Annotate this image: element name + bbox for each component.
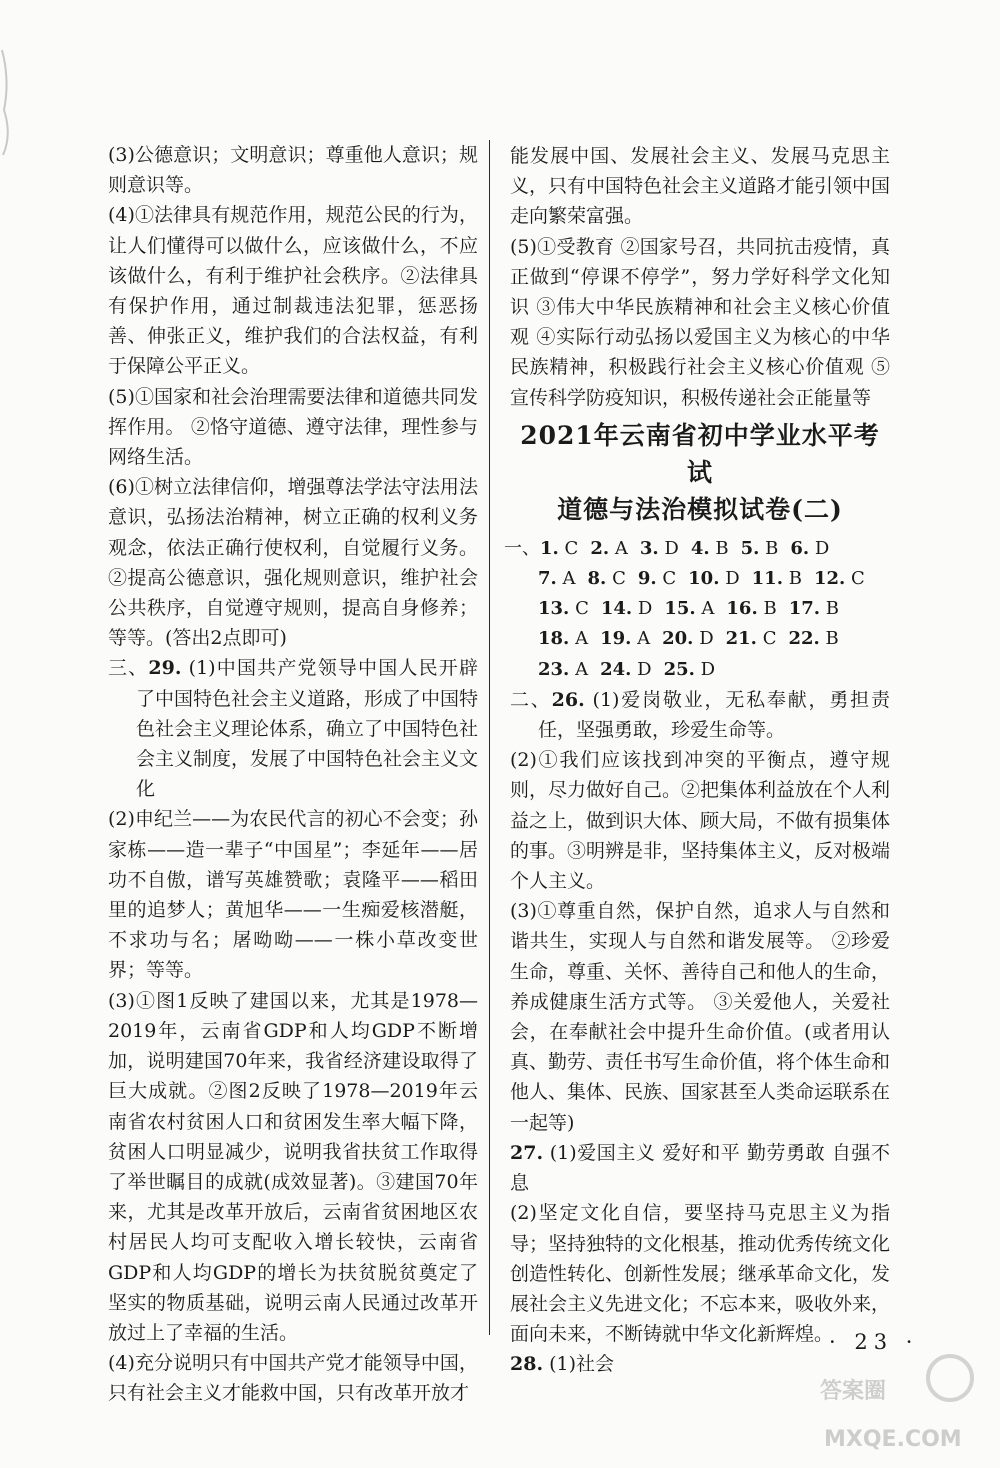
mc-question-number: 4. bbox=[690, 537, 710, 559]
mc-question-number: 23. bbox=[538, 658, 570, 680]
section-prefix: 一、 bbox=[504, 537, 540, 559]
watermark-logo bbox=[810, 1348, 980, 1458]
mc-answer-letter: B bbox=[763, 598, 777, 620]
question-number: 27. bbox=[510, 1141, 544, 1164]
mc-answer-item bbox=[600, 624, 650, 654]
mc-answer-letter: B bbox=[715, 537, 729, 559]
mc-answer-item bbox=[726, 624, 777, 654]
answer-text: (1)社会 bbox=[549, 1353, 615, 1376]
mc-answer-item bbox=[600, 655, 652, 685]
mc-answer-row bbox=[510, 655, 890, 685]
mc-answer-letter: B bbox=[825, 598, 839, 620]
mc-answer-letter: D bbox=[814, 537, 830, 559]
mc-answer-letter: A bbox=[575, 628, 589, 650]
answer-paragraph: (3)①图1反映了建国以来，尤其是1978—2019年，云南省GDP和人均GDP不断增加，说明建国70年来，我省经济建设取得了巨大成就。②图2反映了1978—2019年云南省农村贫困人口和贫困发生率大幅下降，贫困人口明显减少，说明我省扶贫工作取得了举世瞩目的成就(成效显著)。③建国70年来，尤其是改革开放后，云南省贫困地区农村居民人均可支配收入增长较快，云南省GDP和人均GDP的增长为扶贫脱贫奠定了坚实的物质基础，说明云南人民通过改革开放过上了幸福的生活。 bbox=[108, 989, 478, 1344]
mc-question-number: 2. bbox=[590, 537, 610, 559]
mc-question-number: 18. bbox=[538, 628, 570, 650]
mc-answer-item bbox=[788, 624, 838, 654]
mc-answer-item bbox=[590, 534, 628, 564]
answer-paragraph: (2)①我们应该找到冲突的平衡点，遵守规则，尽力做好自己。②把集体利益放在个人利益之上，做到识大体、顾大局，不做有损集体的事。③明辨是非，坚持集体主义，反对极端个人主义。 bbox=[510, 749, 891, 893]
mc-question-number: 17. bbox=[788, 598, 821, 620]
mc-answer-letter: B bbox=[765, 537, 779, 559]
mc-question-number: 5. bbox=[740, 537, 760, 559]
answer-paragraph: (4)充分说明只有中国共产党才能领导中国，只有社会主义才能救中国，只有改革开放才 bbox=[108, 1352, 478, 1405]
multiple-choice-answers bbox=[504, 534, 890, 685]
answer-paragraph: (4)①法律具有规范作用，规范公民的行为，让人们懂得可以做什么，应该做什么，不应该做什么，有利于维护社会秩序。②法律具有保护作用，通过制裁违法犯罪，惩恶扬善、伸张正义，维护我们的合法权益，有利于保障公平正义。 bbox=[108, 204, 478, 378]
mc-answer-item bbox=[662, 624, 714, 654]
mc-question-number: 21. bbox=[725, 628, 757, 650]
mc-answer-item bbox=[538, 624, 588, 654]
mc-answer-item bbox=[640, 534, 679, 564]
mc-answer-letter: D bbox=[725, 568, 740, 590]
question-number: 28. bbox=[510, 1353, 544, 1376]
mc-question-number: 24. bbox=[600, 658, 632, 680]
mc-answer-row bbox=[510, 594, 890, 624]
mc-answer-item bbox=[538, 655, 588, 685]
question-number: 29. bbox=[148, 657, 182, 680]
mc-answer-letter: A bbox=[701, 598, 715, 620]
watermark-bottom-text: MXQE.COM bbox=[824, 1427, 962, 1452]
watermark-top-text: 答案圈 bbox=[820, 1379, 887, 1404]
mc-answer-item bbox=[814, 564, 865, 594]
mc-answer-row bbox=[504, 534, 890, 564]
question-27 bbox=[510, 1138, 890, 1198]
mc-answer-letter: D bbox=[699, 628, 714, 650]
exam-title-line-1: 2021年云南省初中学业水平考试 bbox=[520, 420, 880, 487]
left-column bbox=[108, 140, 478, 1409]
mc-question-number: 10. bbox=[688, 568, 720, 590]
answer-text: (1)爱国主义 爱好和平 勤劳勇敢 自强不息 bbox=[510, 1141, 890, 1195]
answer-paragraph: (2)申纪兰——为农民代言的初心不会变；孙家栋——造一辈子“中国星”；李延年——居功不自傲，谱写英雄赞歌；袁隆平——稻田里的追梦人；黄旭华——一生痴爱核潜艇，不求功与名；屠呦呦——一株小草改变世界；等等。 bbox=[108, 808, 478, 982]
column-divider bbox=[489, 140, 490, 1335]
mc-question-number: 16. bbox=[726, 598, 758, 620]
answer-paragraph: (3)公德意识；文明意识；尊重他人意识；规则意识等。 bbox=[108, 144, 478, 197]
mc-answer-letter: A bbox=[614, 537, 628, 559]
mc-question-number: 11. bbox=[751, 568, 783, 590]
mc-answer-item bbox=[691, 534, 729, 564]
mc-answer-letter: D bbox=[700, 658, 716, 680]
mc-answer-item bbox=[688, 564, 740, 594]
mc-answer-letter: A bbox=[562, 568, 576, 590]
mc-answer-letter: D bbox=[637, 658, 652, 680]
mc-answer-item bbox=[601, 594, 653, 624]
mc-answer-item bbox=[540, 534, 578, 564]
mc-answer-letter: C bbox=[851, 568, 865, 590]
mc-answer-letter: C bbox=[662, 568, 677, 590]
mc-answer-letter: C bbox=[762, 628, 777, 650]
question-26 bbox=[510, 685, 890, 745]
mc-answer-item bbox=[588, 564, 626, 594]
mc-question-number: 3. bbox=[639, 537, 659, 559]
mc-answer-letter: A bbox=[637, 628, 651, 650]
mc-answer-item bbox=[538, 594, 589, 624]
mc-answer-letter: C bbox=[612, 568, 626, 590]
mc-answer-letter: D bbox=[637, 598, 653, 620]
mc-answer-row bbox=[510, 624, 890, 654]
right-column bbox=[504, 141, 891, 1380]
mc-question-number: 1. bbox=[540, 537, 559, 559]
mc-answer-item bbox=[752, 564, 802, 594]
mc-question-number: 6. bbox=[790, 537, 810, 559]
mc-question-number: 13. bbox=[538, 598, 570, 620]
answer-paragraph: (3)①尊重自然，保护自然，追求人与自然和谐共生，实现人与自然和谐发展等。 ②珍爱生命，尊重、关怀、善待自己和他人的生命，养成健康生活方式等。 ③关爱他人，关爱社会，在奉献社会中提升生命价值。(或者用认真、勤劳、责任书写生命价值，将个体生命和他人、集体、民族、国家甚至人类命运联系在一起等) bbox=[510, 900, 891, 1134]
question-29 bbox=[108, 653, 478, 804]
mc-answer-letter: C bbox=[564, 537, 579, 559]
answer-paragraph: (2)坚定文化自信，要坚持马克思主义为指导；坚持独特的文化根基，推动优秀传统文化创造性转化、创新性发展；继承革命文化，发展社会主义先进文化；不忘本来，吸收外来，面向未来，不断铸就中华文化新辉煌。 bbox=[510, 1202, 891, 1346]
scan-edge-mark bbox=[0, 40, 22, 160]
mc-question-number: 20. bbox=[662, 628, 694, 650]
mc-question-number: 7. bbox=[538, 568, 557, 590]
mc-answer-item bbox=[790, 534, 829, 564]
mc-answer-item bbox=[664, 655, 716, 685]
mc-answer-item bbox=[664, 594, 714, 624]
answer-text: (1)爱岗敬业，无私奉献，勇担责任，坚强勇敢，珍爱生命等。 bbox=[538, 688, 890, 742]
mc-answer-item bbox=[638, 564, 676, 594]
mc-question-number: 8. bbox=[587, 568, 607, 590]
page-number: · 23 · bbox=[829, 1330, 919, 1354]
mc-question-number: 22. bbox=[788, 628, 820, 650]
answer-paragraph: (5)①受教育 ②国家号召，共同抗击疫情，真正做到“停课不停学”，努力学好科学文化知识 ③伟大中华民族精神和社会主义核心价值观 ④实际行动弘扬以爱国主义为核心的中华民族精神，积极践行社会主义核心价值观 ⑤宣传科学防疫知识，积极传递社会正能量等 bbox=[510, 235, 890, 409]
exam-title bbox=[510, 417, 890, 528]
mc-answer-item bbox=[726, 594, 776, 624]
section-prefix: 三、 bbox=[108, 657, 149, 680]
mc-question-number: 9. bbox=[637, 568, 657, 590]
mc-answer-item bbox=[789, 594, 839, 624]
section-prefix: 二、 bbox=[510, 688, 552, 711]
mc-answer-letter: B bbox=[788, 568, 802, 590]
mc-question-number: 15. bbox=[664, 598, 696, 620]
answer-text: (1)中国共产党领导中国人民开辟了中国特色社会主义道路，形成了中国特色社会主义理论体系，确立了中国特色社会主义制度，发展了中国特色社会主义文化 bbox=[136, 657, 479, 801]
mc-answer-item bbox=[538, 564, 576, 594]
answer-paragraph: (5)①国家和社会治理需要法律和道德共同发挥作用。 ②恪守道德、遵守法律，理性参与网络生活。 bbox=[108, 385, 478, 469]
mc-question-number: 14. bbox=[600, 598, 633, 620]
mc-answer-letter: D bbox=[664, 537, 679, 559]
mc-question-number: 19. bbox=[600, 628, 632, 650]
mc-answer-letter: B bbox=[825, 628, 839, 650]
mc-answer-row bbox=[510, 564, 890, 594]
mc-question-number: 12. bbox=[813, 568, 846, 590]
answer-paragraph: 能发展中国、发展社会主义、发展马克思主义，只有中国特色社会主义道路才能引领中国走向繁荣富强。 bbox=[510, 145, 891, 228]
mc-question-number: 25. bbox=[663, 658, 695, 680]
exam-title-line-2: 道德与法治模拟试卷(二) bbox=[557, 494, 843, 524]
mc-answer-letter: A bbox=[575, 658, 589, 680]
question-number: 26. bbox=[551, 688, 585, 711]
answer-paragraph: (6)①树立法律信仰，增强尊法学法守法用法意识，弘扬法治精神，树立正确的权利义务观念，依法正确行使权利，自觉履行义务。②提高公德意识，强化规则意识，维护社会公共秩序，自觉遵守规则，提高自身修养；等等。(答出2点即可) bbox=[108, 476, 478, 650]
mc-answer-item bbox=[741, 534, 779, 564]
mc-answer-letter: C bbox=[575, 598, 589, 620]
